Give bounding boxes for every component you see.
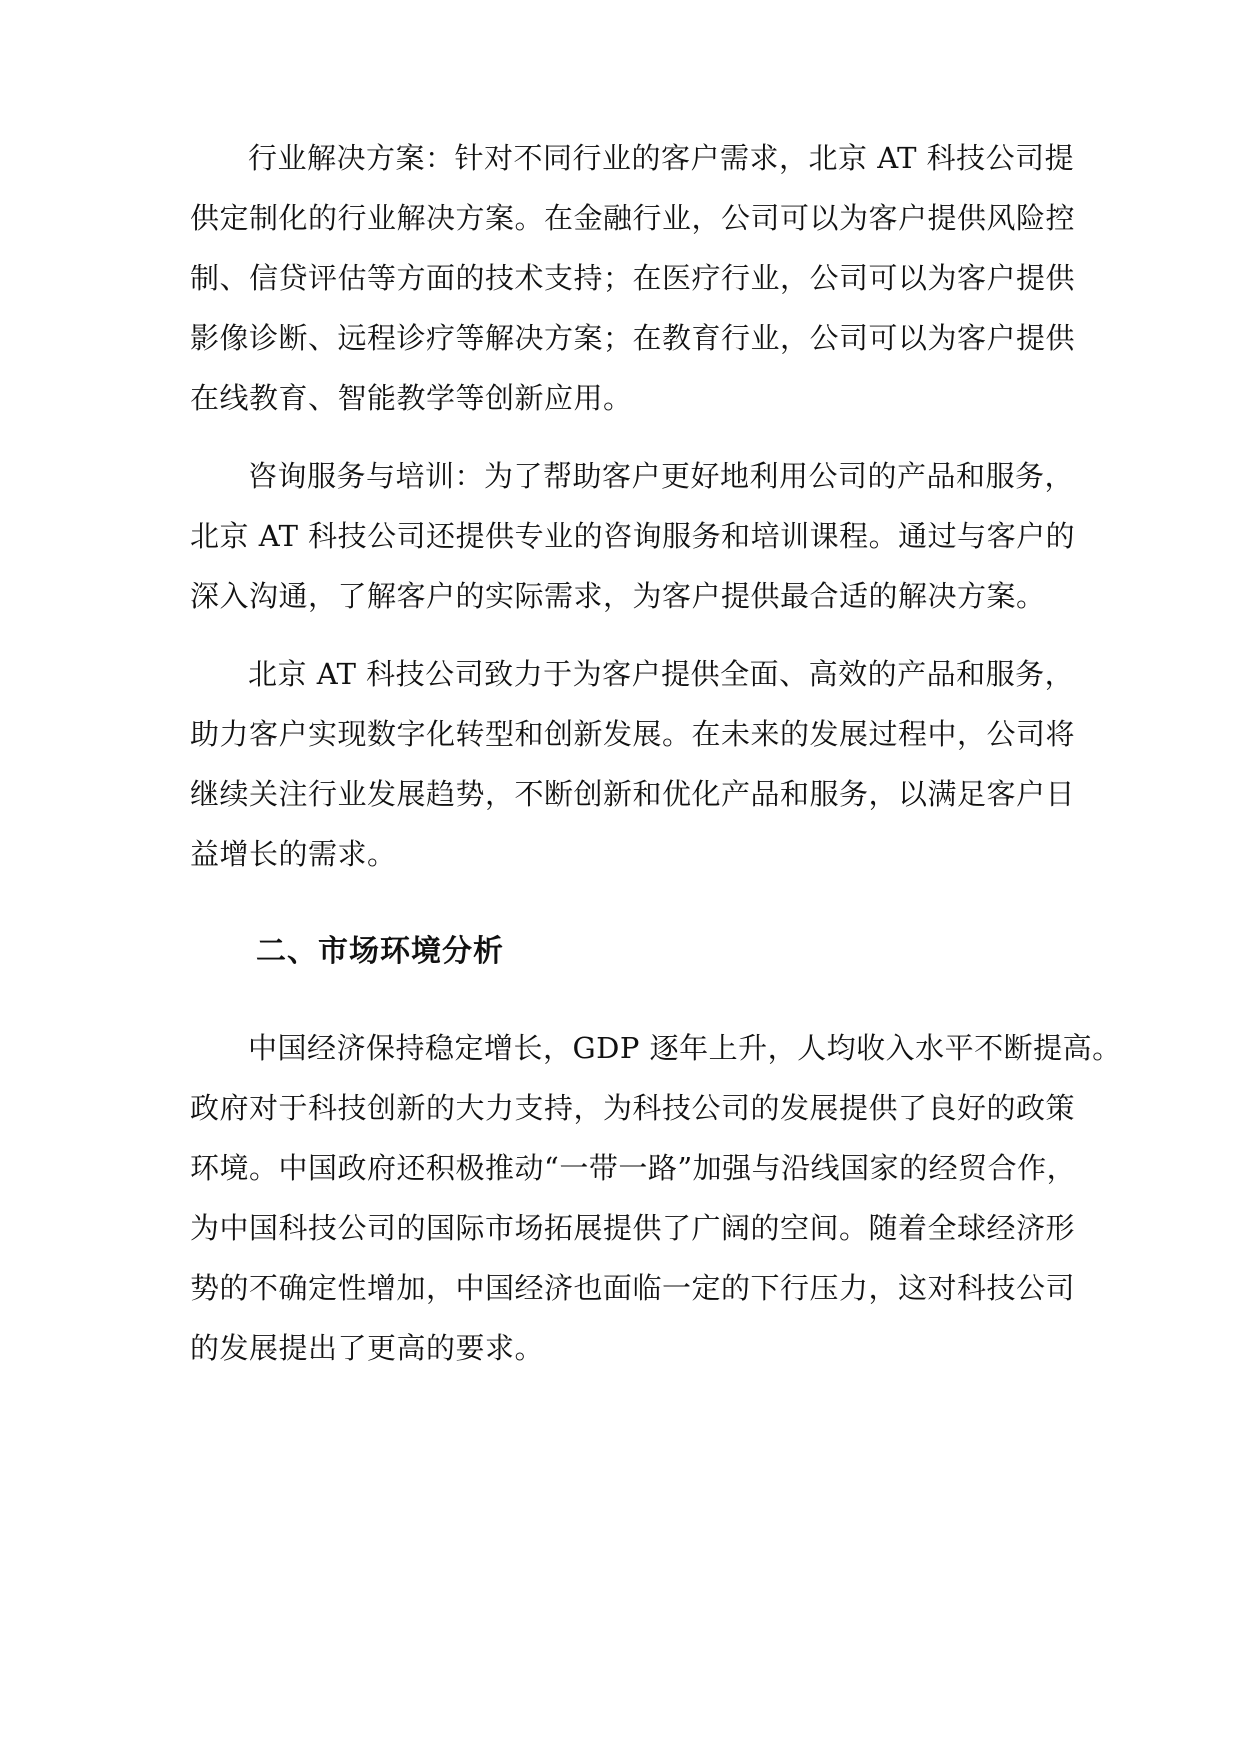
paragraph-1-line-4: 影像诊断、远程诊疗等解决方案；在教育行业，公司可以为客户提供 — [190, 321, 1076, 355]
paragraph-2-line-1: 咨询服务与培训：为了帮助客户更好地利用公司的产品和服务， — [248, 459, 1075, 493]
paragraph-2-line-3: 深入沟通，了解客户的实际需求，为客户提供最合适的解决方案。 — [190, 579, 1046, 613]
section-paragraph-line-6: 的发展提出了更高的要求。 — [190, 1331, 545, 1365]
paragraph-3-line-4: 益增长的需求。 — [190, 837, 397, 871]
paragraph-1-line-1: 行业解决方案：针对不同行业的客户需求，北京 AT 科技公司提 — [248, 141, 1075, 175]
section-paragraph-line-2: 政府对于科技创新的大力支持，为科技公司的发展提供了良好的政策 — [190, 1091, 1076, 1125]
section-heading: 二、市场环境分析 — [256, 934, 504, 969]
section-paragraph-line-4: 为中国科技公司的国际市场拓展提供了广阔的空间。随着全球经济形 — [190, 1211, 1076, 1245]
section-paragraph-line-5: 势的不确定性增加，中国经济也面临一定的下行压力，这对科技公司 — [190, 1271, 1076, 1305]
paragraph-1-line-3: 制、信贷评估等方面的技术支持；在医疗行业，公司可以为客户提供 — [190, 261, 1076, 295]
paragraph-2-line-2: 北京 AT 科技公司还提供专业的咨询服务和培训课程。通过与客户的 — [190, 519, 1076, 553]
paragraph-3-line-1: 北京 AT 科技公司致力于为客户提供全面、高效的产品和服务， — [248, 657, 1075, 691]
section-paragraph-line-1: 中国经济保持稳定增长，GDP 逐年上升，人均收入水平不断提高。 — [248, 1031, 1122, 1065]
paragraph-1-line-2: 供定制化的行业解决方案。在金融行业，公司可以为客户提供风险控 — [190, 201, 1076, 235]
section-paragraph-line-3: 环境。中国政府还积极推动“一带一路”加强与沿线国家的经贸合作， — [190, 1151, 1077, 1185]
paragraph-1-line-5: 在线教育、智能教学等创新应用。 — [190, 381, 633, 415]
paragraph-3-line-2: 助力客户实现数字化转型和创新发展。在未来的发展过程中，公司将 — [190, 717, 1076, 751]
paragraph-3-line-3: 继续关注行业发展趋势，不断创新和优化产品和服务，以满足客户日 — [190, 777, 1076, 811]
